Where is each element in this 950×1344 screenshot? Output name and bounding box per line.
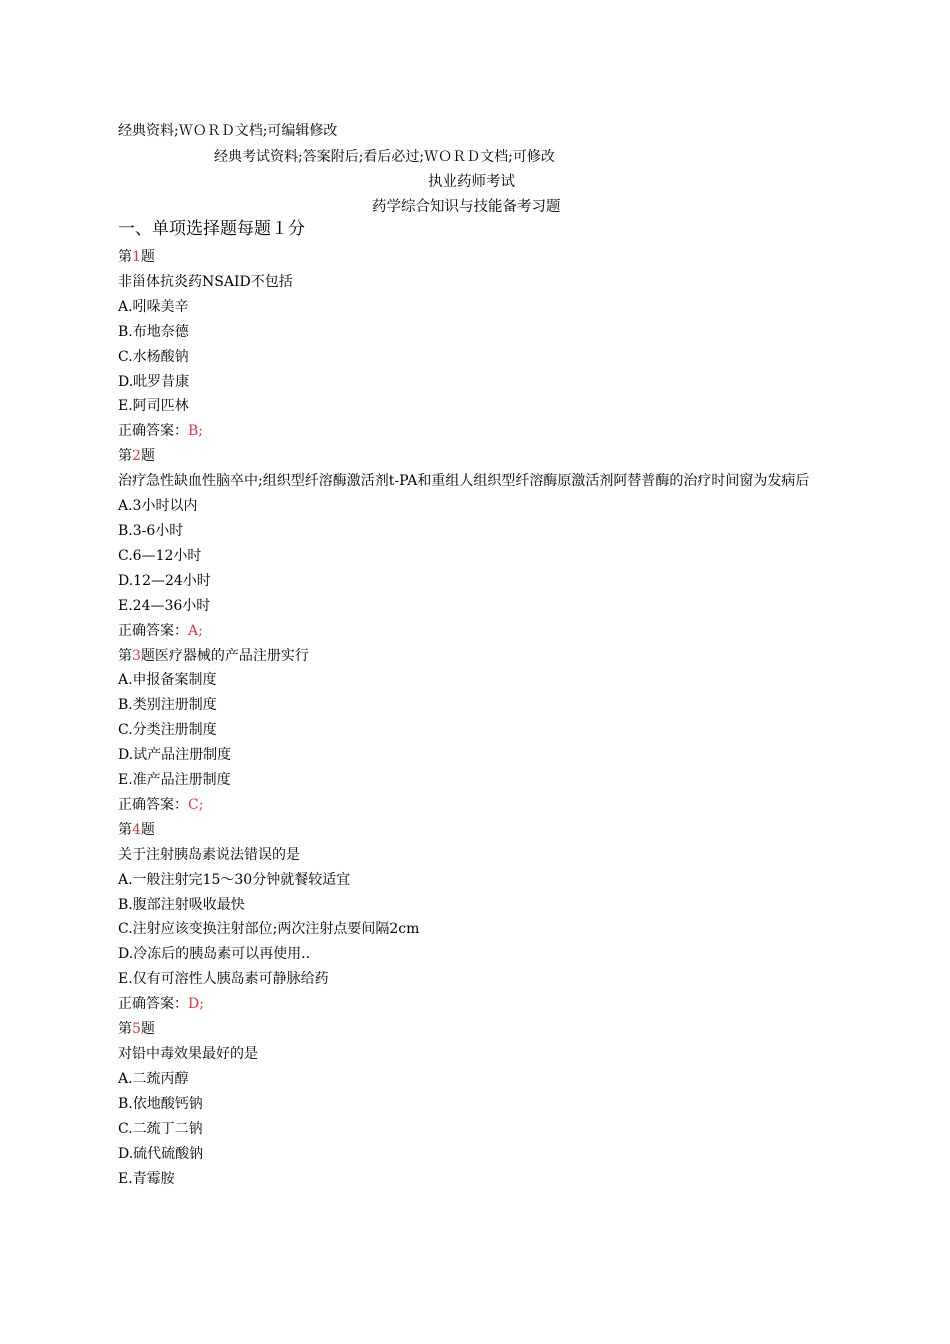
answer-option: D.12—24小时 bbox=[118, 572, 211, 589]
answer-option: B.布地奈德 bbox=[118, 323, 189, 340]
answer-label: 正确答案： bbox=[118, 423, 188, 440]
answer-option: B.依地酸钙钠 bbox=[118, 1095, 203, 1112]
answer-option: C.二巯丁二钠 bbox=[118, 1120, 203, 1137]
answer-option: B.腹部注射吸收最快 bbox=[118, 896, 245, 913]
answer-option: D.吡罗昔康 bbox=[118, 373, 190, 390]
question-number: 1 bbox=[132, 249, 141, 265]
question-text: 非甾体抗炎药NSAID不包括 bbox=[118, 273, 293, 290]
question-heading bbox=[118, 245, 858, 270]
question-text: 对铅中毒效果最好的是 bbox=[118, 1046, 258, 1062]
answer-value: B; bbox=[188, 423, 204, 440]
answer-option: D.冷冻后的胰岛素可以再使用.. bbox=[118, 946, 311, 963]
answer-option: D.试产品注册制度 bbox=[118, 747, 232, 764]
answer-option: C.水杨酸钠 bbox=[118, 348, 189, 365]
answer-value: C; bbox=[188, 796, 204, 813]
question-heading bbox=[118, 444, 858, 469]
answer-option: A.申报备案制度 bbox=[118, 672, 217, 689]
document-subtitle: 药学综合知识与技能备考习题 bbox=[372, 199, 561, 215]
question-text: 治疗急性缺血性脑卒中;组织型纤溶酶激活剂t-PA和重组人组织型纤溶酶原激活剂阿替普酶的治疗时间窗为发病后 bbox=[118, 473, 810, 490]
question-suffix: 题 bbox=[140, 821, 155, 838]
answer-option: E.仅有可溶性人胰岛素可静脉给药 bbox=[118, 971, 329, 988]
answer-option: E.24—36小时 bbox=[118, 597, 211, 614]
question-prefix: 第 bbox=[118, 821, 132, 838]
answer-option: A.一般注射完15～30分钟就餐较适宜 bbox=[118, 871, 351, 888]
question-text: 关于注射胰岛素说法错误的是 bbox=[118, 846, 300, 863]
question-suffix: 题 bbox=[140, 249, 155, 265]
question-prefix: 第 bbox=[118, 647, 132, 664]
answer-option: D.硫代硫酸钠 bbox=[118, 1145, 204, 1162]
answer-option: E.青霉胺 bbox=[118, 1170, 175, 1187]
question-list bbox=[118, 245, 858, 1191]
answer-value: A; bbox=[188, 622, 203, 639]
correct-answer bbox=[118, 619, 858, 644]
answer-option: A.二巯丙醇 bbox=[118, 1070, 189, 1087]
answer-option: C.注射应该变换注射部位;两次注射点要间隔2cm bbox=[118, 921, 420, 938]
question-heading bbox=[118, 818, 858, 843]
correct-answer bbox=[118, 992, 858, 1017]
answer-label: 正确答案： bbox=[118, 622, 188, 639]
answer-option: E.阿司匹林 bbox=[118, 398, 189, 415]
answer-value: D; bbox=[188, 996, 204, 1013]
meta-line-2: 经典考试资料;答案附后;看后必过;ＷＯＲＤ文档;可修改 bbox=[214, 149, 555, 165]
question-prefix: 第 bbox=[118, 1021, 132, 1038]
answer-option: B.3-6小时 bbox=[118, 522, 184, 539]
question-text: 医疗器械的产品注册实行 bbox=[154, 647, 309, 664]
question-prefix: 第 bbox=[118, 249, 132, 265]
answer-label: 正确答案： bbox=[118, 996, 188, 1013]
answer-option: E.准产品注册制度 bbox=[118, 772, 231, 789]
question-suffix: 题 bbox=[140, 1021, 155, 1038]
answer-label: 正确答案： bbox=[118, 796, 188, 813]
answer-option: A.3小时以内 bbox=[118, 498, 198, 515]
question-number: 3 bbox=[132, 647, 141, 664]
correct-answer bbox=[118, 793, 858, 818]
answer-option: A.吲哚美辛 bbox=[118, 298, 189, 315]
question-heading bbox=[118, 644, 858, 669]
question-prefix: 第 bbox=[118, 448, 132, 465]
question-heading bbox=[118, 1017, 858, 1042]
question-number: 4 bbox=[132, 821, 141, 838]
correct-answer bbox=[118, 419, 858, 444]
section-title: 一、单项选择题每题１分 bbox=[118, 219, 305, 239]
document-title: 执业药师考试 bbox=[428, 174, 515, 190]
question-suffix: 题 bbox=[140, 448, 155, 465]
meta-line-1: 经典资料;ＷＯＲＤ文档;可编辑修改 bbox=[118, 123, 338, 139]
question-suffix: 题 bbox=[140, 647, 155, 664]
question-number: 5 bbox=[132, 1021, 141, 1038]
question-number: 2 bbox=[132, 448, 141, 465]
answer-option: B.类别注册制度 bbox=[118, 697, 217, 714]
answer-option: C.分类注册制度 bbox=[118, 722, 217, 739]
answer-option: C.6—12小时 bbox=[118, 547, 202, 564]
